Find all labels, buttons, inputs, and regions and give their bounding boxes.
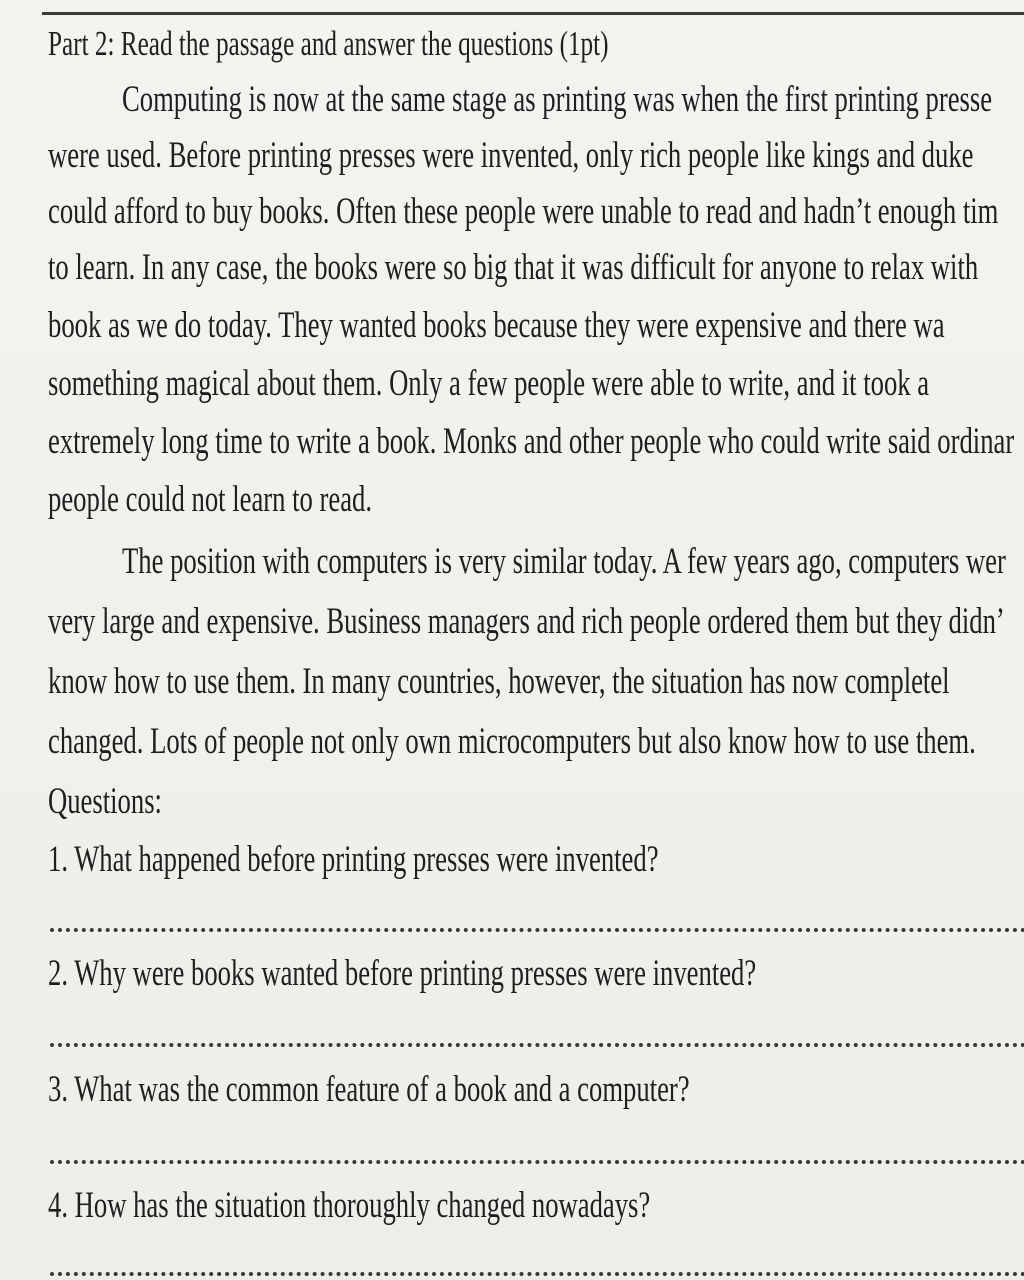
paragraph1-line: to learn. In any case, the books were so big that it was difficult for anyone to relax with <box>48 247 979 288</box>
answer-line-3[interactable] <box>50 1160 1024 1164</box>
question-3: 3. What was the common feature of a book and a computer? <box>48 1069 690 1110</box>
paragraph1-line: were used. Before printing presses were invented, only rich people like kings and duke <box>48 135 974 176</box>
answer-line-2[interactable] <box>50 1043 1024 1047</box>
top-rule <box>42 12 1024 15</box>
answer-line-1[interactable] <box>50 928 1024 932</box>
paragraph2-line: changed. Lots of people not only own microcomputers but also know how to use them. <box>48 721 976 762</box>
answer-line-4[interactable] <box>50 1272 1024 1276</box>
paragraph2-line: know how to use them. In many countries, however, the situation has now completel <box>48 661 950 702</box>
questions-heading: Questions: <box>48 781 162 822</box>
paragraph1-line: could afford to buy books. Often these people were unable to read and hadn’t enough tim <box>48 191 999 232</box>
question-2: 2. Why were books wanted before printing presses were invented? <box>48 953 757 994</box>
paragraph2-line: very large and expensive. Business managers and rich people ordered them but they didn’ <box>48 601 1005 642</box>
question-4: 4. How has the situation thoroughly changed nowadays? <box>48 1185 651 1226</box>
part-heading: Part 2: Read the passage and answer the questions (1pt) <box>48 24 609 63</box>
paragraph1-line: extremely long time to write a book. Monks and other people who could write said ordinar <box>48 421 1015 462</box>
paragraph1-line: book as we do today. They wanted books because they were expensive and there wa <box>48 305 945 346</box>
paragraph1-line: Computing is now at the same stage as printing was when the first printing presse <box>122 79 993 120</box>
question-1: 1. What happened before printing presses were invented? <box>48 839 659 880</box>
paragraph1-line: people could not learn to read. <box>48 479 372 520</box>
paragraph2-line: The position with computers is very similar today. A few years ago, computers wer <box>122 541 1006 582</box>
paragraph1-line: something magical about them. Only a few people were able to write, and it took a <box>48 363 930 404</box>
